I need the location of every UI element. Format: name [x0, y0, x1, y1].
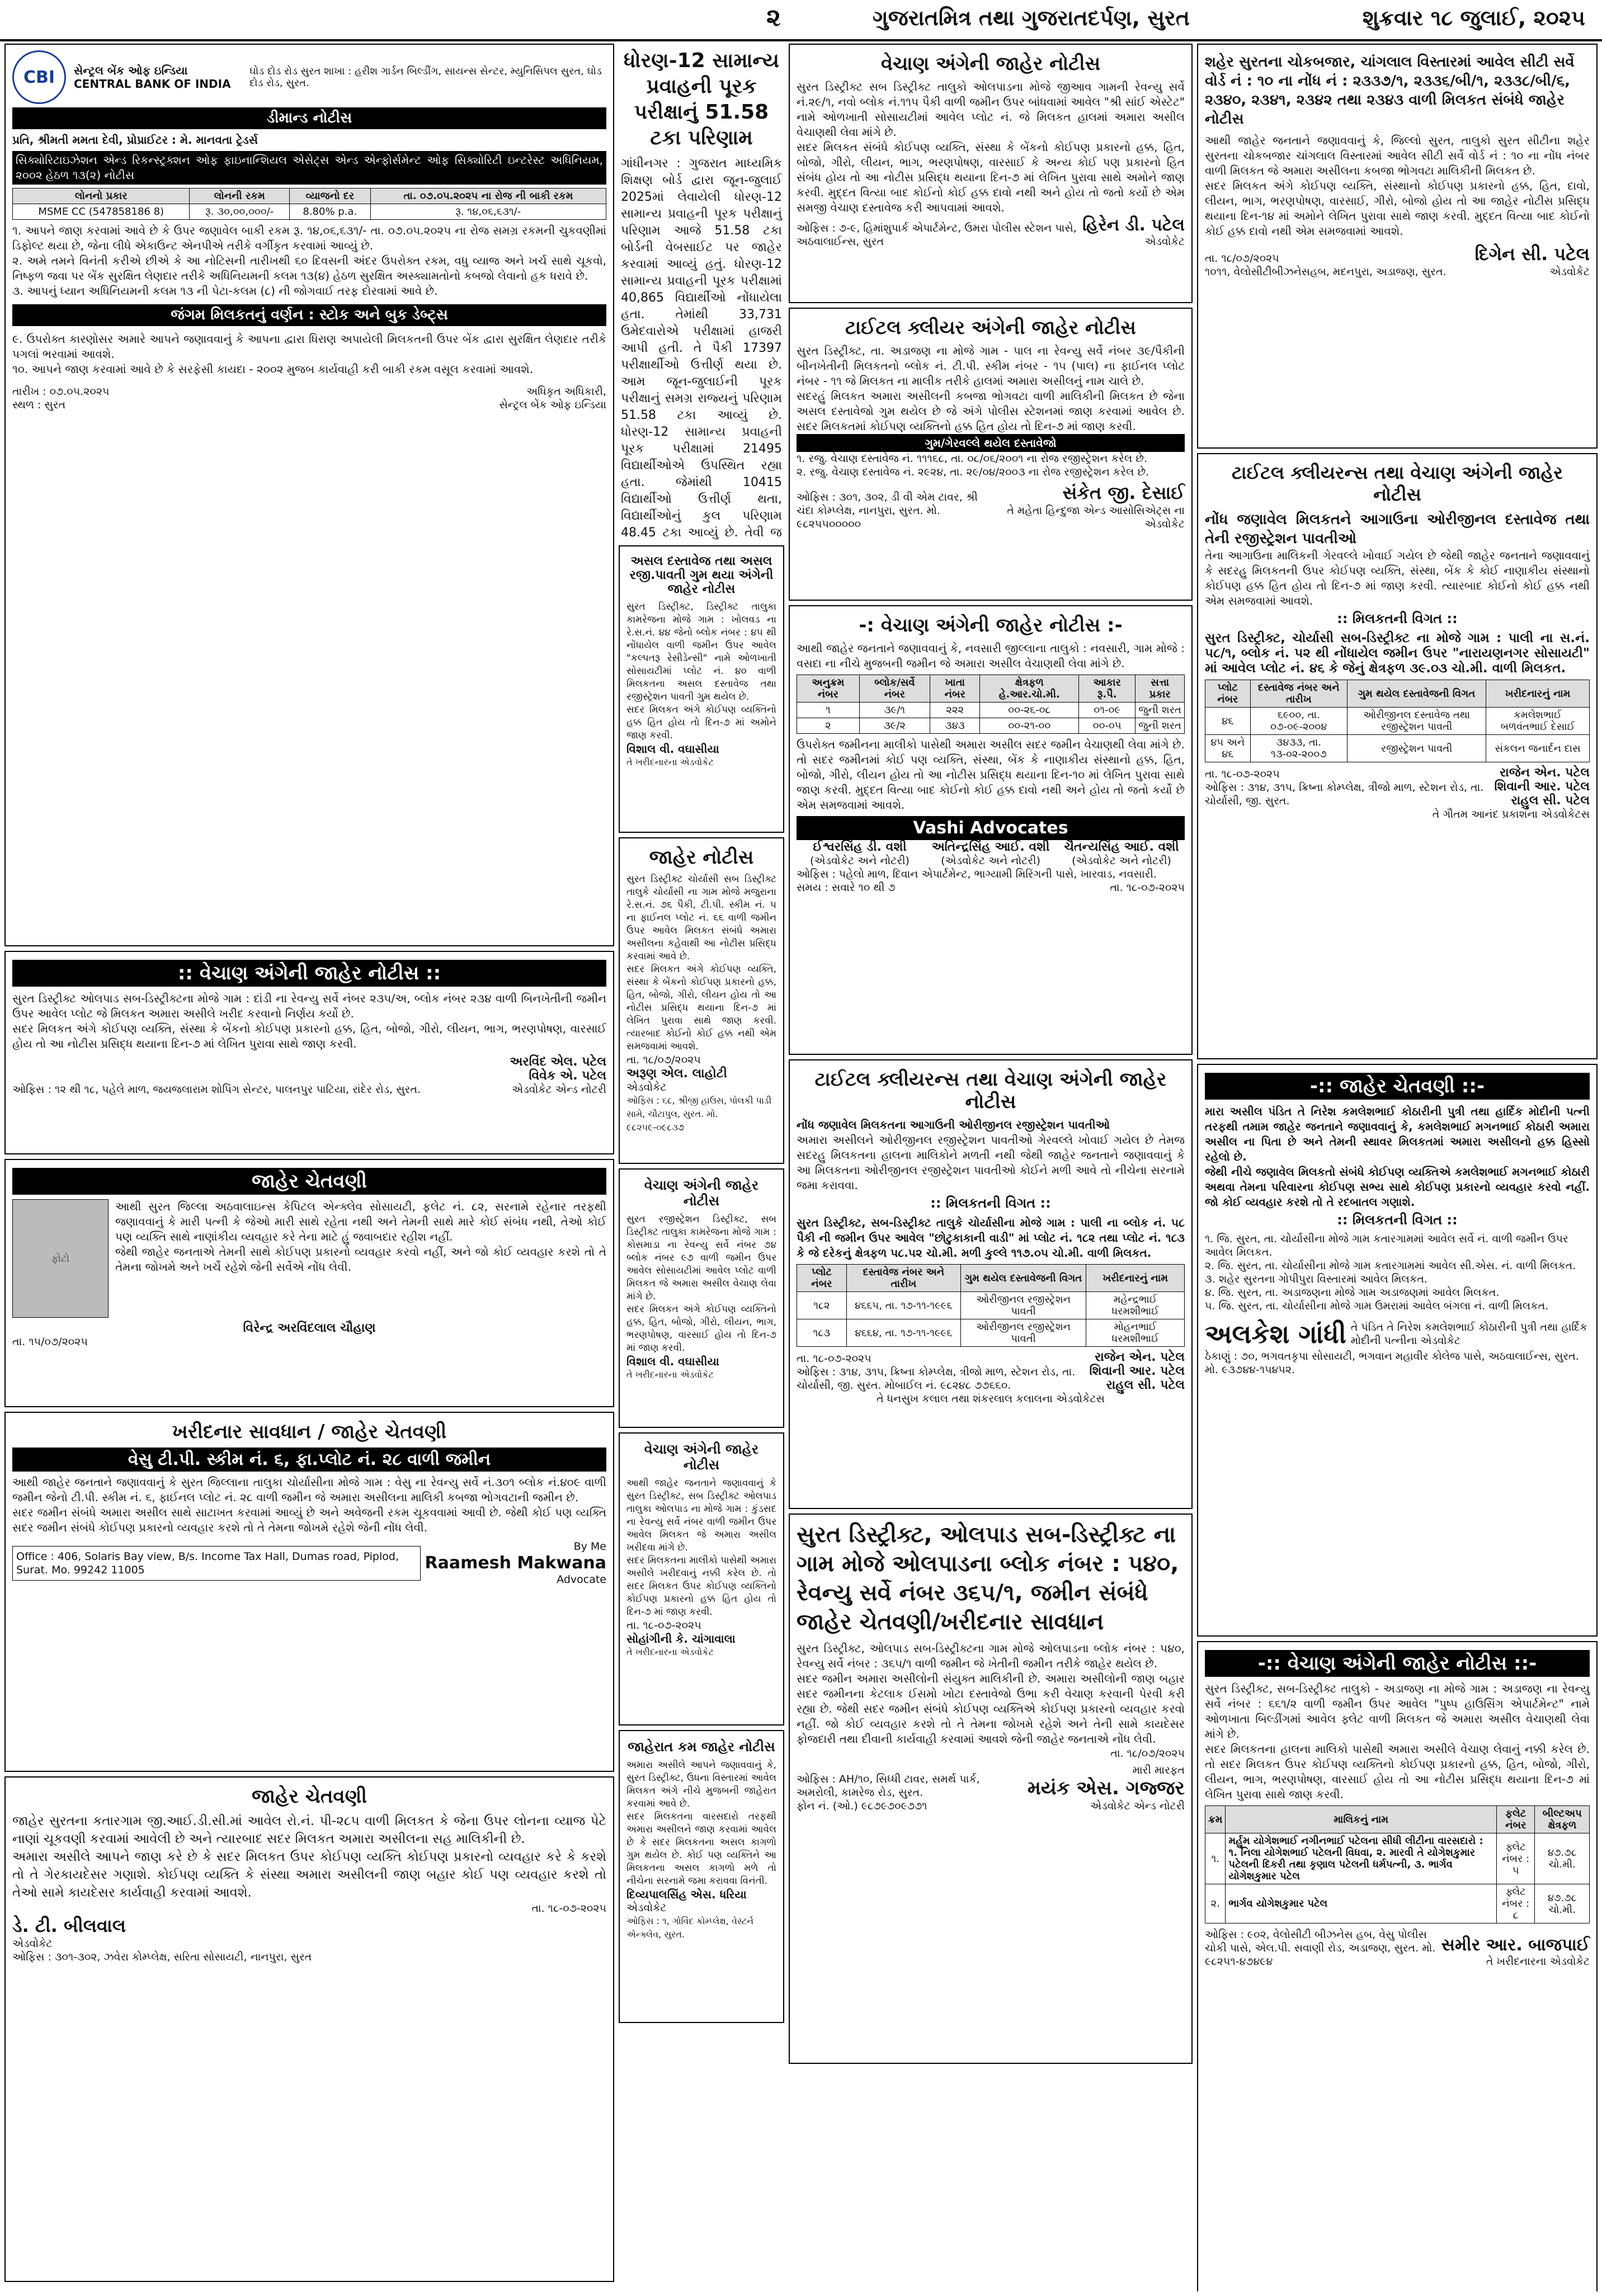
advocate-3-role: (એડવોકેટ અને નોટરી): [1072, 855, 1171, 867]
property-detail: સુરત ડિસ્ટ્રીક્ટ, ચોર્યાસી સબ-ડિસ્ટ્રીક્ટ ના મોજે ગામ : પાલી ના સ.નં. ૫૮/૧, બ્લોક નં. ૫૨ થી નોંધાયેલ જમીન ઉપર "નારાયણનગર સોસાયટી" માં આવેલ પ્લોટ નં. ૪૬ કે જેનું ક્ષેત્રફળ ૩૯.૦૩ ચો.મી. વાળી મિલકત.: [1205, 631, 1590, 676]
cbi-header: [12, 50, 606, 104]
property-title: :: મિલકતની વિગત ::: [1337, 611, 1458, 626]
cbi-demand-notice: [4, 44, 614, 946]
notice-subtitle: વેસુ ટી.પી. સ્કીમ નં. ૬, ફા.પ્લોટ નં. ૨૮ વાળી જમીન: [12, 1448, 606, 1472]
notice-title: -:: જાહેર ચેતવણી ::-: [1205, 1073, 1590, 1100]
notice-body: અમારા અસીલે આપને જણાવવાનું કે, સુરત ડિસ્ટ્રીક્ટ, ઉધના વિસ્તારમાં આવેલ મિલકત અંગે નીચે મુજબની જાહેરાત કરવામાં આવે છે. સદર મિલકતના વારસદારો તરફથી અમારા અસીલને જાણ કરવામાં આવેલ છે કે સદર મિલકતના અસલ કાગળો ગુમ થયેલ છે. કોઈ પણ વ્યક્તિને આ મિલકતના અસલ કાગળો મળે તો નીચેના સરનામે જમા કરાવવા વિનંતી.: [626, 1760, 776, 1887]
advocate-role: તે મહેતા હિન્દુજા એન્ડ આસોસિએટ્સ ના એડવોકેટ: [1007, 505, 1185, 530]
stock-body: ૯. ઉપરોક્ત કારણોસર અમારે આપને જણાવવાનું કે આપના દ્વારા ધિરાણ અપાયેલી મિલકતની ઉપર બેંક દ્વારા સુરક્ષિત લેણદાર તરીકે પગલાં ભરવામાં આવશે. ૧૦. આપને જાણ કરવામાં આવે છે કે સરફેસી કાયદા - ૨૦૦૨ મુજબ કાર્યવાહી કરી બાકી રકમ વસૂલ કરવામાં આવશે.: [12, 332, 606, 376]
notice-body: આથી જાહેર જનતાને જણાવવાનું કે, જિલ્લો સુરત, તાલુકો સુરત સીટીના શહેર સુરતના ચોકબજાર ચાંગલાલ વિસ્તારમાં આવેલ સીટી સર્વે વોર્ડ નં : ૧૦ ના નોંધ નંબર વાળી મિલકત જે અમારા અસીલના કબજા ભોગવટા માલિકીની મિલકત છે. સદર મિલકત અંગે કોઈપણ વ્યક્તિ, સંસ્થાનો કોઈપણ પ્રકારનો હક્ક, હિત, દાવો, લીયન, ભાગ, ભરણપોષણ, વારસાઈ, ગીરો, બોજો હોય તો આ જાહેર નોટીસ પ્રસિદ્ધ થયાના દિન-૧૪ માં અમોને લેખિત પુરાવા સાથે જાણ કરવી. મુદ્દત વિત્યા બાદ કોઈનો કોઈ હક્ક દાવો નથી એમ સમજવામાં આવશે.: [1205, 134, 1590, 238]
property-title: :: મિલકતની વિગત ::: [1337, 1212, 1458, 1228]
office-address: ઓફિસ : ૭-૯, હિમાંશુપાર્ક એપાર્ટમેન્ટ, ઉમરા પોલીસ સ્ટેશન પાસે, અઠવાલાઈન્સ, સુરત: [797, 222, 1077, 248]
notice-signer: અધિકૃત અધિકારી, સેન્ટ્રલ બેંક ઓફ ઇન્ડિયા: [499, 385, 606, 411]
bank-address: ઘોડ દોડ રોડ સુરત શાખા : હરીશ ગાર્ડન બિલ્ડીંગ, સાયન્સ સેન્ટર, મ્યુનિસિપલ સુરત, ઘોડ દોડ રોડ, સુરત.: [249, 65, 602, 89]
table-row: ૧૮૨ ૪૬૬૫, તા. ૧૭-૧૧-૧૯૯૬ ઓરીજીનલ રજીસ્ટ્રેશન પાવતી મહેન્દ્રભાઈ ધરમશીભાઈ: [797, 1292, 1185, 1319]
notice-date: તા. ૧૮-૦૭-૨૦૨૫: [626, 1619, 701, 1632]
advocate-name: દિવ્યપાલસિંહ એસ. ધરિયા: [626, 1888, 747, 1901]
issue-date: શુક્રવાર ૧૮ જુલાઈ, ૨૦૨૫: [1362, 6, 1585, 30]
property-title: :: મિલકતની વિગત ::: [930, 1195, 1051, 1211]
advocate-role: એડવોકેટ: [626, 1902, 667, 1914]
table-row: ૨ ૩૯/૨ ૩૪૩ ૦૦-૨૧-૦૦ ૦૦-૦૫ જુની શરત: [797, 718, 1185, 734]
notice-date: તા. ૧૮/૦૭/૨૦૨૫: [1205, 252, 1279, 265]
article-body: ગાંધીનગર : ગુજરાત માધ્યમિક શિક્ષણ બોર્ડ દ્વારા જૂન-જુલાઈ 2025માં લેવાયેલી ધોરણ-12 સામાન્ય પ્રવાહની પૂરક પરીક્ષાનું પરિણામ આજે 51.58 ટકા બોર્ડની વેબસાઈટ પર જાહેર કરવામાં આવ્યું હતું. ધોરણ-12 સામાન્ય પ્રવાહની પૂરક પરીક્ષામાં 40,865 વિદ્યાર્થીઓ નોંધાયેલા હતા. તેમાંથી 33,731 ઉમેદવારોએ પરીક્ષામાં હાજરી આપી હતી. તે પૈકી 17397 પરીક્ષાર્થીઓ ઉત્તીર્ણ થયા છે. આમ જૂન-જુલાઈની પૂરક પરીક્ષાનું સમગ્ર રાજ્યનું પરિણામ 51.58 ટકા આવ્યું છે. ધોરણ-12 સામાન્ય પ્રવાહની પૂરક પરીક્ષામાં 21495 વિદ્યાર્થીઓએ ઉપસ્થિત રહ્યા હતા. જેમાંથી 10415 વિદ્યાર્થીઓ ઉત્તીર્ણ થતા, વિદ્યાર્થીઓનું કુલ પરિણામ 48.45 ટકા આવ્યું છે. તેવી જ: [621, 157, 782, 540]
notice-subtitle: નોંધ જણાવેલ મિલકતને આગાઉના ઓરીજીનલ દસ્તાવેજ તથા તેની રજીસ્ટ્રેશન પાવતીઓ: [1205, 511, 1590, 547]
table-row: ૪૫ અને ૪૬ ૩૪૩૩, તા. ૧૩-૦૨-૨૦૦૭ રજીસ્ટ્રેશન પાવતી સંકલન જનાર્દન દાસ: [1205, 735, 1590, 762]
notice-title: જાહેર ચેતવણી: [252, 1785, 367, 1808]
advocate-2-role: (એડવોકેટ અને નોટરી): [941, 855, 1040, 867]
notice-date: તા. ૧૮/૦૭/૨૦૨૫: [626, 1054, 701, 1066]
table-row: ૧. મર્હુમ યોગેશભાઈ નગીનભાઈ પટેલના સીધી લીટીના વારસદારો : ૧. નિલા યોગેશભાઈ પટેલની વિધવા, ૨. મારવી તે યોગેશકુમાર પટેલની દિકરી તથા કૃણાલ પટેલની ધર્મપત્ની, ૩. ભાર્ગવ યોગેશકુમાર પટેલ ફ્લેટ નંબર : ૫ ૪૭.૭૮ ચો.મી.: [1205, 1833, 1590, 1884]
office-address: ઓફિસ : ૧૨ થી ૧૮, પહેલે માળ, જયજલારામ શોપિંગ સેન્ટર, પાલનપુર પાટિયા, રાંદેર રોડ, સુરત.: [12, 1083, 421, 1096]
advocate-name: સંકેત જી. દેસાઈ: [1062, 482, 1185, 503]
stock-title: જંગમ મિલકતનું વર્ણન : સ્ટોક અને બુક ડેબ્ટ્સ: [12, 304, 606, 326]
newspaper-name: ગુજરાતમિત્ર તથા ગુજરાતદર્પણ, સુરત: [873, 6, 1190, 30]
doc-row-1: ૧. રજુ. વેચાણ દસ્તાવેજ નં. ૧૧૧૬૮, તા. ૦૮/૦૬/૨૦૦૧ ના રોજ રજીસ્ટ્રેશન કરેલ છે.: [797, 452, 1147, 465]
office-address: Office : 406, Solaris Bay view, B/s. Income Tax Hall, Dumas road, Piplod, Surat. Mo. 99242 11005: [12, 1546, 421, 1581]
signer-date: તા. ૧૫/૦૭/૨૦૨૫: [12, 1336, 88, 1348]
advocate-1: ઈશ્વરસિંહ ડી. વશી: [813, 840, 907, 854]
notice-title: વેચાણ અંગેની જાહેર નોટીસ: [644, 1441, 759, 1473]
docs-table: પ્લોટ નંબર દસ્તાવેજ નંબર અને તારીખ ગુમ થયેલ દસ્તાવેજની વિગત ખરીદનારનું નામ ૪૬ ૬૯૦૦, તા. ૦૭-૦૯-૨૦૦૪ ઓરીજીનલ દસ્તાવેજ તથા રજીસ્ટ્રેશન પાવતી કમલેશભાઈ બળવંતભાઈ દેસાઈ ૪૫ અને ૪૬ ૩૪૩૩, તા. ૧૩-૦૨-૨૦૦૭ રજીસ્ટ્રેશન પાવતી સંકલન જનાર્દન દાસ: [1205, 680, 1590, 762]
notice-body: ૧. આપને જાણ કરવામાં આવે છે કે ઉપર જણાવેલ બાકી રકમ રૂ. ૧૪,૦૬,૬૩૧/- તા. ૦૭.૦૫.૨૦૨૫ ના રોજ સમગ્ર રકમની ચુકવણીમાં ડિફોલ્ટ થયા છે, જેના લીધે એકાઉન્ટ એનપીએ તરીકે વર્ગીકૃત કરવામાં આવ્યું છે. ૨. અમે તમને વિનંતી કરીએ છીએ કે આ નોટિસની તારીખથી ૬૦ દિવસની અંદર ઉપરોક્ત રકમ, વધુ વ્યાજ અને ખર્ચ સાથે ચૂકવો, નિષ્ફળ જવા પર બેંક સુરક્ષિત લેણદાર તરીકે અધિનિયમની કલમ ૧૩(૪) હેઠળ સુરક્ષિત અસ્ક્યામતોનો કબજો લેવાનો હક ધરાવે છે. ૩. આપનું ધ્યાન અધિનિયમની કલમ ૧૩ ની પેટા-કલમ (૮) ની જોગવાઈ તરફ દોરવામાં આવે છે.: [12, 224, 606, 298]
office-time: સમય : સવારે ૧૦ થી ૭: [797, 881, 896, 894]
office-phone: ફોન નં. (ઓ.) ૯૮૭૯૭૦૯૭૭૧: [797, 1800, 927, 1812]
notice-date: તા. ૧૮/૦૭/૨૦૨૫: [1110, 1747, 1185, 1760]
notice-title: ખરીદનાર સાવધાન / જાહેર ચેતવણી: [172, 1421, 447, 1443]
notice-body: તેના આગાઉના માલિકની ગેરવલ્લે ખોવાઈ ગયેલ છે જેથી જાહેર જનતાને જણાવવાનું કે સદરહુ મિલકતની ઉપર કોઈપણ વ્યક્તિ, સંસ્થા, બેંક કે કોઈ નાણાકીય સંસ્થાનો કોઈપણ હક્ક હિત હોય તો દિન-૭ માં જાણ કરવી. ત્યારબાદ કોઈનો કોઈ હક્ક નથી એમ સમજવામાં આવશે.: [1205, 549, 1590, 607]
notice-body: મારા અસીલ પંડિત તે નિરેશ કમલેશભાઈ કોઠારીની પુત્રી તથા હાર્દિક મોદીની પત્ની તરફથી તમામ જાહેર જનતાને જણાવવાનું કે, કમલેશભાઈ મગનભાઈ કોઠારી અમારા અસીલ ના પિતા છે અને તેમની સ્થાવર મિલકતમાં અમારા અસીલનો હક્ક હિસ્સો રહેલો છે. જેથી નીચે જણાવેલ મિલકતો સંબંધે કોઈપણ વ્યક્તિએ કમલેશભાઈ મગનભાઈ કોઠારી અથવા તેમના પરિવારના કોઈપણ સભ્ય સાથે કોઈપણ પ્રકારનો વ્યવહાર કરવો નહીં. જો કોઈ વ્યવહાર કરશે તો તે રદબાતલ ગણાશે.: [1205, 1105, 1590, 1209]
office-address: ઓફિસ : ૯૦૨, વેલોસીટી બીઝનેસ હબ, વેસુ પોલીસ ચોકી પાસે, એલ.પી. સવાણી રોડ, અડાજણ, સુરત. મો. ૯૮૨૫૧-૪૭૪૯૪: [1205, 1929, 1436, 1968]
advocate-name: અરવિંદ એલ. પટેલ: [510, 1055, 606, 1069]
article-headline: ધોરણ-12 સામાન્ય પ્રવાહની પૂરક પરીક્ષાનું 51.58 ટકા પરિણામ: [624, 49, 779, 149]
notice-place: સ્થળ : સુરત: [12, 399, 66, 411]
table-row: ૧ ૩૯/૧ ૨૨૨ ૦૦-૨૬-૦૮ ૦૧-૦૯ જુની શરત: [797, 703, 1185, 718]
advocate-role: તે ખરીદનારના એડવોકેટ: [626, 757, 714, 767]
advocate-role: તે ખરીદનારના એડવોકેટ: [1486, 1955, 1590, 1968]
advocate-2: શિવાની આર. પટેલ: [1494, 780, 1590, 794]
advocate-2: શિવાની આર. પટેલ: [1089, 1364, 1185, 1378]
office-address: ઓફિસ : ૩૧૪, ૩૧૫, ક્રિષ્ના કોમ્પ્લેક્ષ, ત્રીજો માળ, સ્ટેશન રોડ, તા. ચોર્યાસી, જી. સુરત. મોબાઈલ નં. ૯૮૨૪૮ ૭૭૬૬૦.: [797, 1366, 1076, 1392]
advocate-role: એડવોકેટ: [626, 1081, 667, 1093]
notice-title: ટાઈટલ ક્લીયર અંગેની જાહેર નોટીસ: [845, 317, 1136, 339]
notice-title: ડીમાન્ડ નોટીસ: [12, 107, 606, 129]
signer-prefix: મારી મારફત: [1132, 1764, 1185, 1776]
column-2-stack: [619, 545, 784, 2292]
notice-body: આથી જાહેર જનતાને જણાવવાનું કે, નવસારી જીલ્લાના તાલુકો : નવસારી, ગામ મોજે : વસદા ના નીચે મુજબની જમીન જે અમારા અસીલ વેચાણથી લેવા માંગે છે.: [797, 642, 1185, 670]
office-address: ઓફિસ : ૧, ગોવિંદ કોમ્પ્લેક્ષ, વેસ્ટર્ન એન્ક્લેવ, સુરત.: [626, 1916, 754, 1940]
sale-notice-jiav: [789, 44, 1193, 303]
table-row: ૧૮૩ ૪૬૬૪, તા. ૧૭-૧૧-૧૯૯૬ ઓરીજીનલ રજીસ્ટ્રેશન પાવતી મોહનભાઈ ધરમશીભાઈ: [797, 1319, 1185, 1347]
firm-name: Vashi Advocates: [797, 816, 1185, 840]
property-1: ૧. જિ. સુરત, તા. ચોર્યાસીના મોજે ગામ કતારગામમાં આવેલ સર્વે નં. વાળી જમીન ઉપર આવેલ મિલકત.: [1205, 1233, 1568, 1258]
advocate-name: Raamesh Makwana: [425, 1553, 606, 1573]
advocate-role: એડવોકેટ એન્ડ નોટરી: [512, 1083, 606, 1096]
notice-title: વેચાણ અંગેની જાહેર નોટીસ: [644, 1177, 759, 1209]
property-2: ૨. જિ. સુરત, તા. ચોર્યાસીના મોજે ગામ કતારગામમાં આવેલ સી.એસ. નં. વાળી મિલકત.: [1205, 1260, 1576, 1272]
office-address: ઠેકાણું : ૭૦, ભગવતકૃપા સોસાયટી, ભગવાન મહાવીર કોલેજ પાસે, અઠવાલાઈન્સ, સુરત. મો. ૯૩૭૪૪-૧૫૪૫૨.: [1205, 1350, 1579, 1376]
buyer-beware-olpad: [789, 1514, 1193, 2064]
advocate-3: ચૈતન્યસિંહ આઈ. વશી: [1064, 840, 1179, 854]
office-address: ઓફિસ : AH/૧૦, સિધ્ધી ટાવર, સમર્થ પાર્ક, અમરોલી, કામરેજ રોડ, સુરત.: [797, 1773, 980, 1799]
advocate-name: વિશાલ વી. વઘાસીયા: [626, 1355, 719, 1368]
advocate-name: મયંક એસ. ગજ્જર: [1027, 1777, 1185, 1799]
docs-table: પ્લોટ નંબર દસ્તાવેજ નંબર અને તારીખ ગુમ થયેલ દસ્તાવેજની વિગત ખરીદનારનું નામ ૧૮૨ ૪૬૬૫, તા. ૧૭-૧૧-૧૯૯૬ ઓરીજીનલ રજીસ્ટ્રેશન પાવતી મહેન્દ્રભાઈ ધરમશીભાઈ ૧૮૩ ૪૬૬૪, તા. ૧૭-૧૧-૧૯૯૬ ઓરીજીનલ રજીસ્ટ્રેશન પાવતી મોહનભાઈ ધરમશીભાઈ: [797, 1264, 1185, 1347]
advocate-3: રાહુલ સી. પટેલ: [1106, 1378, 1185, 1392]
signer-prefix: By Me: [573, 1540, 606, 1553]
notice-to: પ્રતિ, શ્રીમતી મમતા દેવી, પ્રોપ્રાઈટર : મે. માનવતા ટ્રેડર્સ: [12, 133, 258, 147]
advocate-name: દિગેન સી. પટેલ: [1474, 243, 1590, 265]
notice-title: જાહેર નોટીસ: [649, 846, 754, 869]
notice-date: તા. ૧૮-૦૭-૨૦૨૫: [1205, 768, 1280, 780]
office-address: ઓફિસ : પહેલો માળ, દિવાન એપાર્ટમેન્ટ, ભાગ્યામી મિરિંગની પાસે, ખારવાડ, નવસારી.: [797, 868, 1157, 880]
page-number: ૨: [766, 3, 781, 32]
buyer-beware-vesu: [4, 1412, 614, 1772]
advocate-name: સમીર આર. બાજપાઈ: [1441, 1935, 1590, 1955]
notice-body: સુરત ડિસ્ટ્રીક્ટ સબ ડિસ્ટ્રીક્ટ તાલુકો ઓલપાડના મોજે જીઆવ ગામની રેવન્યુ સર્વે નં.૨૯/૧, નવો બ્લોક નં.૧૧૫ પૈકી વાળી જમીન ઉપર બાંધવામાં આવેલ "શ્રી સાંઈ એસ્ટેટ" નામે ઓળખાતી સોસાયટીમાં આવેલ પ્લોટ નં. જે મિલકત હાલમાં અમારા અસીલ વેચાણથી લેવા માંગે છે. સદર મિલકત સંબંધે કોઈપણ વ્યક્તિ, સંસ્થા કે બેંકનો કોઈપણ પ્રકારનો હક્ક, હિત, બોજો, ગીરો, લીયન, ભાગ, ભરણપોષણ, વારસાઈ કે અન્ય કોઈ પણ પ્રકારનો હિત સંબંધ હોય તો આ નોટીસ પ્રસિદ્ધ થયાના દિન-૭ માં લેખિત પુરાવા સાથે અમોને જાણ કરવી. મુદ્દત વિત્યા બાદ કોઈનો કોઈ હક્ક દાવો નથી અને હોય તો જતો કર્યો છે એમ સમજી વેચાણ દસ્તાવેજ કરી આપવામાં આવશે.: [797, 80, 1185, 214]
public-notice-chowkbazar: [1197, 44, 1598, 449]
notice-title: સુરત ડિસ્ટ્રીક્ટ, ઓલપાડ સબ-ડિસ્ટ્રીક્ટ ના ગામ મોજે ઓલપાડના બ્લોક નંબર : ૫૪૦, રેવન્યુ સર્વે નંબર ૩૬૫/૧, જમીન સંબંધે જાહેર ચેતવણી/ખરીદનાર સાવધાન: [797, 1522, 1179, 1635]
property-detail: સુરત ડિસ્ટ્રીક્ટ, સબ-ડિસ્ટ્રીક્ટ તાલુકે ચોર્યાસીના મોજે ગામ : પાલી ના બ્લોક નં. ૫૮ પૈકી ની જમીન ઉપર આવેલ "છોટુકાકાની વાડી" માં પ્લોટ નં. ૧૮૨ તથા પ્લોટ નં. ૧૮૩ કે જે દરેકનું ક્ષેત્રફળ ૫૮.૫૨ ચો.મી. મળી કુલ્લે ૧૧૭.૦૫ ચો.મી. વાળી મિલકત.: [797, 1216, 1185, 1260]
advocate-role: તે પંડિત તે નિરેશ કમલેશભાઈ કોઠારીની પુત્રી તથા હાર્દિક મોદીની પત્નીના એડવોકેટ: [1350, 1321, 1587, 1347]
lost-docs-notice-kholvad: [619, 545, 784, 833]
public-warning-kothari: [1197, 1064, 1598, 1637]
doc-row-2: ૨. રજુ. વેચાણ દસ્તાવેજ નં. ૨૯૨૪, તા. ૨૯/૦૪/૨૦૦૩ ના રોજ રજીસ્ટ્રેશન કરેલ છે.: [797, 466, 1149, 478]
advocate-role: તે ખરીદનારના એડવોકેટ: [626, 1647, 714, 1657]
notice-date: તા. ૧૮-૦૭-૨૦૨૫: [1110, 881, 1185, 894]
notice-date: તા. ૧૮-૦૭-૨૦૨૫: [531, 1902, 606, 1915]
notice-title: ટાઈટલ ક્લીયરન્સ તથા વેચાણ અંગેની જાહેર નોટીસ: [814, 1068, 1167, 1113]
notice-body: સુરત ડિસ્ટ્રીક્ટ, તા. અડાજણ ના મોજે ગામ - પાલ ના રેવન્યુ સર્વે નંબર ૩૯/પૈકીની બીનખેતીની મિલકતનો બ્લોક નં. ટી.પી. સ્કીમ નંબર - ૧૫ (પાલ) ના ફાઈનલ પ્લોટ નંબર - ૧૧ જે મિલકત ના માલીક તરીકે હાલમાં અમારા અસીલનું નામ ચાલે છે. સદરહું મિલકત અમારા અસીલની કબજા ભોગવટા વાળી માલિકીની મિલકત છે જેના અસલ દસ્તાવેજો ગુમ થયેલ છે જે અંગે પોલીસ સ્ટેશનમાં જાણ કરવામાં આવેલ છે. સદર મિલકતમાં કોઈપણ વ્યક્તિનો હક્ક હિત હોય તો દિન-૭ માં જાણ કરવી.: [797, 344, 1185, 433]
sale-notice-kosmada: [619, 1168, 784, 1428]
table-row: ૪૬ ૬૯૦૦, તા. ૦૭-૦૯-૨૦૦૪ ઓરીજીનલ દસ્તાવેજ તથા રજીસ્ટ્રેશન પાવતી કમલેશભાઈ બળવંતભાઈ દેસાઈ: [1205, 708, 1590, 735]
notice-title: -:: વેચાણ અંગેની જાહેર નોટીસ ::-: [1205, 1650, 1590, 1677]
notice-body: સુરત રજીસ્ટ્રેશન ડિસ્ટ્રીક્ટ, સબ ડિસ્ટ્રીક્ટ તાલુકા કામરેજના મોજે ગામ : કોસમાડા ના રેવન્યુ સર્વે નંબર ૭૪ બ્લોક નંબર ૯૭ વાળી જમીન ઉપર આવેલ સોસાયટીમાં આવેલ પ્લોટ વાળી મિલકત જે અમારા અસીલ વેચાણ લેવા માંગે છે. સદર મિલકત અંગે કોઈપણ વ્યક્તિનો હક્ક, હિત, બોજો, ગીરો, લીયન, ભાગ, ભરણપોષણ, વારસાઈ હોય તો દિન-૭ માં જાણ કરવી.: [626, 1214, 776, 1354]
notice-title: -: વેચાણ અંગેની જાહેર નોટીસ :-: [859, 614, 1123, 637]
notice-title: વેચાણ અંગેની જાહેર નોટીસ: [880, 53, 1101, 75]
signer-name: વિરેન્દ્ર અરવિંદલાલ ચૌહાણ: [243, 1321, 376, 1335]
table-row: ૨. ભાર્ગવ યોગેશકુમાર પટેલ ફ્લેટ નંબર : ૮ ૪૭.૭૮ ચો.મી.: [1205, 1884, 1590, 1923]
title-clear-notice-pal: [789, 308, 1193, 601]
advocate-role: તે ધનસુખ કલાલ તથા શંકરલાલ કલાલના એડવોકેટસ: [877, 1393, 1105, 1405]
notice-date: તારીખ : ૦૭.૦૫.૨૦૨૫: [12, 385, 110, 398]
public-warning-katargam: [4, 1776, 614, 2282]
advocate-1: રાજેન એન. પટેલ: [1095, 1350, 1185, 1364]
advocate-name: અરૂણ એલ. લાહોટી: [626, 1067, 727, 1081]
advocate-role: તે ખરીદનારના એડવોકેટ: [626, 1369, 714, 1380]
loan-table: લોનનો પ્રકાર લોનની રકમ વ્યાજનો દર તા. ૦૭.૦૫.૨૦૨૫ ના રોજ ની બાકી રકમ MSME CC (547858186 8) રૂ. ૩૦,૦૦,૦૦૦/- 8.80% p.a. રૂ. ૧૪,૦૬,૬૩૧/-: [12, 188, 606, 220]
notice-body: આથી જાહેર જનતાને જણાવવાનું કે સુરત જિલ્લાના તાલુકા ચોર્યાસીના મોજે ગામ : વેસુ ના રેવન્યુ સર્વે નં.૩૦૧ બ્લોક નં.૪૦૯ વાળી જમીન જેનો ટી.પી. સ્કીમ નં. ૬, ફાઈનલ પ્લોટ નં. ૨૮ વાળી જમીન જે અમારા અસીલના માલિકી કબજા ભોગવટાની જમીન છે. સદર જમીન સંબંધે અમારા અસીલ સાથે સાટાખત કરવામાં આવ્યું છે અને અવેજની રકમ ચૂકવવામાં આવી છે. જેથી કોઈ પણ વ્યક્તિ સદર જમીન સંબંધે કોઈપણ પ્રકારનો વ્યવહાર કરશે તો તે તેમના જોખમે રહેશે જેની નોંધ લેવી.: [12, 1475, 606, 1534]
advocate-2: અતિન્દ્રસિંહ આઈ. વશી: [931, 840, 1050, 854]
owners-table: ક્રમ માલિકનું નામ ફલેટ નંબર બીલ્ટઅપ ક્ષેત્રફળ ૧. મર્હુમ યોગેશભાઈ નગીનભાઈ પટેલના સીધી લીટીના વારસદારો : ૧. નિલા યોગેશભાઈ પટેલની વિધવા, ૨. મારવી તે યોગેશકુમાર પટેલની દિકરી તથા કૃણાલ પટેલની ધર્મપત્ની, ૩. ભાર્ગવ યોગેશકુમાર પટેલ ફ્લેટ નંબર : ૫ ૪૭.૭૮ ચો.મી. ૨. ભાર્ગવ યોગેશકુમાર પટેલ ફ્લેટ નંબર : ૮ ૪૭.૭૮ ચો.મી.: [1205, 1805, 1590, 1923]
notice-title: જાહેરાત કમ જાહેર નોટીસ: [628, 1739, 775, 1755]
advocate-name: સોહાંગીની કે. ચાંગાવાલા: [626, 1632, 736, 1646]
title-clearance-notice-narayannagar: [1197, 453, 1598, 1059]
notice-title: અસલ દસ્તાવેજ તથા અસલ રજી.પાવતી ગુમ થયા અંગેની જાહેર નોટીસ: [629, 554, 774, 596]
office-address: ઓફિસ : ૬૮, શ્રીજી હાઉસ, પોલકી પાડી સામે, ચૌટાપુલ, સુરત. મો. ૯૮૨૫૯-૦૯૮૩૭: [626, 1095, 772, 1133]
notice-body: સુરત ડિસ્ટ્રીક્ટ, ડિસ્ટ્રીક્ટ તાલુકા કામરેજના મોજે ગામ : ખોલવડ ના રે.સ.નં. ૪૪ જેનો બ્લોક નંબર : ૪૫ થી નોંધાયેલ વાળી જમીન ઉપર આવેલ "કલ્પતરૂ રેસીડેન્સી" નામે ઓળખાતી સોસાયટીમાં પ્લોટ નં. ૪૦ વાળી મિલકતના અસલ દસ્તાવેજ તથા રજીસ્ટ્રેશન પાવતી ગુમ થયેલ છે. સદર મિલકત અંગે કોઈપણ વ્યક્તિનો હક્ક હિત હોય તો દિન-૭ માં અમોને જાણ કરવી.: [626, 601, 776, 741]
advocate-1: રાજેન એન. પટેલ: [1500, 766, 1590, 780]
column-4: [1197, 44, 1598, 2292]
land-table: અનુક્રમ નંબર બ્લોક/સર્વે નંબર ખાતા નંબર ક્ષેત્રફળ હે.આર.ચો.મી. આકાર રૂ.પૈ. સત્તા પ્રકાર ૧ ૩૯/૧ ૨૨૨ ૦૦-૨૬-૦૮ ૦૧-૦૯ જુની શરત ૨ ૩૯/૨ ૩૪૩ ૦૦-૨૧-૦૦ ૦૦-૦૫ જુની શરત: [797, 675, 1185, 734]
notice-body: અમારા અસીલને ઓરીજીનલ રજીસ્ટ્રેશન પાવતીઓ ગેરવલ્લે ખોવાઈ ગયેલ છે તેમજ સદરહુ મિલકતના હાલના માલિકોને મળતી નથી જેથી જાહેર જનતાને જણાવવાનું કે આ મિલકતના ઓરીજીનલ રજીસ્ટ્રેશન પાવતીઓ કોઈને મળી આવે તો નીચેના સરનામે જમા કરાવવા.: [797, 1133, 1185, 1192]
notice-title: શહેર સુરતના ચોકબજાર, ચાંગલાલ વિસ્તારમાં આવેલ સીટી સર્વે વોર્ડ નં : ૧૦ ના નોંધ નં : ૨૩૩૭/૧, ૨૩૩૬/બી/૧, ૨૩૩૮/બી/૬, ૨૩૪૦, ૨૩૪૧, ૨૩૪૨ તથા ૨૩૪૩ વાળી મિલકત સંબંધે જાહેર નોટીસ: [1205, 54, 1575, 128]
advocate-name: ડે. ટી. બીલવાલ: [12, 1915, 126, 1936]
property-4: ૪. જિ. સુરત, તા. અડાજણના મોજે ગામ અડાજણમાં આવેલ મિલકત.: [1205, 1286, 1500, 1299]
advocate-name-2: વિવેક એ. પટેલ: [529, 1069, 606, 1083]
sale-notice-adajan: [1197, 1641, 1598, 2292]
notice-body: આથી સુરત જિલ્લા અઠવાલાઇન્સ કેપિટલ એન્ક્લેવ સોસાયટી, ફલેટ નં. ૮૨, સરનામે રહેનાર તરફથી જણાવવાનું કે મારી પત્ની કે જેઓ મારી સાથે રહેતા નથી અને તેમની સાથે મારે કોઈ સંબંધ નથી, તેઓ કોઈ પણ વ્યક્તિ સાથે નાણાંકીય વ્યવહાર કરે તેના માટે હું જવાબદાર રહીશ નહીં. જેથી જાહેર જનતાએ તેમની સાથે કોઈપણ પ્રકારનો વ્યવહાર કરવો નહીં, અને જો કોઈ વ્યવહાર કરશે તો તે તેમના જોખમે અને ખર્ચે રહેશે જેની સર્વેએ નોંધ લેવી.: [115, 1200, 606, 1274]
notice-body: આથી જાહેર જનતાને જણાવવાનું કે સુરત ડિસ્ટ્રીક્ટ, સબ ડિસ્ટ્રીક્ટ ઓલપાડ તાલુકા ઓલપાડ ના મોજે ગામ : કુંડસદ ના રેવન્યુ સર્વે નંબર વાળી જમીન ઉપર આવેલ મિલકત જે અમારા અસીલ ખરીદવા માંગે છે. સદર મિલકતના માલીકો પાસેથી અમારા અસીલે ખરીદવાનું નક્કી કરેલ છે. તો સદર મિલકત ઉપર કોઈપણ વ્યક્તિનો કોઈપણ પ્રકારનો હક્ક હિત હોય તો દિન-૭ માં જાણ કરવી.: [626, 1478, 776, 1618]
sale-notice-kundsad: [619, 1432, 784, 1725]
advocate-1-role: (એડવોકેટ અને નોટરી): [810, 855, 910, 867]
title-clearance-notice-pali: [789, 1059, 1193, 1509]
notice-title: ટાઈટલ ક્લીયરન્સ તથા વેચાણ અંગેની જાહેર નોટીસ: [1232, 462, 1563, 505]
person-photo: ફોટો: [12, 1199, 109, 1318]
notice-body: જાહેર સુરતના કતારગામ જી.આઈ.ડી.સી.માં આવેલ રો.નં. પી-૨૮૫ વાળી મિલકત કે જેના ઉપર લોનના વ્યાજ પેટે નાણાં ચૂકવણી કરવામાં આવેલી છે અને ત્યારબાદ સદર મિલકત અમારા અસીલના સહ માલિકીની છે. અમારા અસીલે આપને જાણ કરે છે કે સદર મિલકત ઉપર કોઈપણ વ્યક્તિ કોઈપણ પ્રકારનો વ્યવહાર કરે કે કરશે તો તે ગેરકાયદેસર ગણાશે. કોઈપણ વ્યક્તિ કે સંસ્થા અમારા અસીલની જાણ બહાર કોઈ પણ વ્યવહાર કરશે તો તેઓ સામે કાયદેસર કાર્યવાહી કરવામાં આવશે.: [12, 1814, 606, 1900]
advocate-role: એડવોકેટ: [12, 1937, 53, 1950]
advocate-role: એડવોકેટ એન્ડ નોટરી: [1090, 1800, 1185, 1812]
column-1: [4, 44, 614, 2292]
office-address: ઓફિસ : ૩૧૪, ૩૧૫, ક્રિષ્ના કોમ્પ્લેક્ષ, ત્રીજો માળ, સ્ટેશન રોડ, તા. ચોર્યાસી, જી. સુરત.: [1205, 781, 1484, 807]
office-address: ઓફિસ : ૩૦૧-૩૦૨, ઝવેરા કોમ્પ્લેક્ષ, સરિતા સોસાયટી, નાનપુરા, સુરત: [12, 1951, 312, 1963]
notice-title: જાહેર ચેતવણી: [12, 1168, 606, 1195]
notice-body: સુરત ડિસ્ટ્રીક્ટ, ઓલપાડ સબ-ડિસ્ટ્રીક્ટના ગામ મોજે ઓલપાડના બ્લોક નંબર : ૫૪૦, રેવન્યુ સર્વે નંબર : ૩૬૫/૧ વાળી જમીન જે ખેતીની જમીન તરીકે જાહેર થયેલ છે. સદર જમીન અમારા અસીલોની સંયુક્ત માલિકીની છે. અમારા અસીલોની જાણ બહાર સદર જમીનના કેટલાક ઈસમો ખોટા દસ્તાવેજો ઉભા કરી વેચાણ કરવાની પેરવી કરી રહ્યા છે. જેથી સદર જમીન સંબંધે કોઈપણ વ્યક્તિએ કોઈપણ પ્રકારનો વ્યવહાર કરવો નહીં. જો કોઈ વ્યવહાર કરશે તો તે તેમના જોખમે રહેશે અને તેની સામે કાયદેસર ફોજદારી તથા દીવાની કાર્યવાહી કરવામાં આવશે જેની જાહેર જનતાએ નોંધ લેવી.: [797, 1642, 1185, 1746]
sale-notice-vasda: [789, 605, 1193, 1055]
property-3: ૩. શહેર સુરતના ગોપીપુરા વિસ્તારમાં આવેલ મિલકત.: [1205, 1273, 1427, 1285]
notice-body: સુરત ડિસ્ટ્રીક્ટ ચોર્યાસી સબ ડિસ્ટ્રીક્ટ તાલુકે ચોર્યાસી ના ગામ મોજે મજુરાના રે.સ.નં. ૭૬ પૈકી, ટી.પી. સ્કીમ નં. ૫ ના ફાઈનલ પ્લોટ નં. ૬૬ વાળી જમીન ઉપર આવેલ મિલકત સંબંધે અમારા અસીલના કહેવાથી આ નોટીસ પ્રસિદ્ધ કરવામાં આવે છે. સદર મિલકત અંગે કોઈપણ વ્યક્તિ, સંસ્થા કે બેંકનો કોઈપણ પ્રકારનો હક્ક, હિત, બોજો, ગીરો, લીયન હોય તો આ નોટીસ પ્રસિદ્ધ થયાના દિન-૭ માં લેખિત પુરાવા સાથે જાણ કરવી. ત્યારબાદ કોઈનો કોઈ હક્ક નથી એમ સમજવામાં આવશે.: [626, 874, 776, 1052]
notice-body-2: ઉપરોક્ત જમીનના માલીકો પાસેથી અમારા અસીલ સદર જમીન વેચાણથી લેવા માંગે છે. તો સદર જમીનમાં કોઈ પણ વ્યક્તિ, સંસ્થા, બેંક કે નાણાકીય સંસ્થાનો હક્ક, હિત, બોજો, ગીરો, લીયન હોય તો આ નોટીસ પ્રસિદ્ધ થયાના દિન-૧૦ માં લેખિત પુરાવા સાથે જાણ કરવી. મુદ્દત વિત્યા બાદ કોઈનો કોઈ હક્ક દાવો નથી અને હોય તો જતો કર્યો છે એમ સમજવામાં આવશે.: [797, 738, 1185, 812]
exam-result-article: [619, 44, 784, 540]
notice-body: સુરત ડિસ્ટ્રીક્ટ, સબ-ડિસ્ટ્રીક્ટ તાલુકો - અડાજણ ના મોજે ગામ : અડાજણ ના રેવન્યુ સર્વે નંબર : ૬૬૧/૨ વાળી જમીન ઉપર આવેલ "પુષ્પ હાઉસિંગ એપાર્ટમેન્ટ" નામે ઓળખાતા બિલ્ડીંગમાં આવેલ ફ્લેટ વાળી મિલકત જે અમારા અસીલ વેચાણથી લેવા માંગે છે. સદર મિલકતના હાલના માલિકો પાસેથી અમારા અસીલે વેચાણ લેવાનું નક્કી કરેલ છે. તો સદર મિલકત ઉપર કોઈપણ વ્યક્તિનો કોઈપણ પ્રકારનો હક્ક, હિત, બોજો, ગીરો, લીયન, ભાગ, ભરણપોષણ, વારસાઈ હોય તો આ નોટીસ પ્રસિદ્ધ થયાના દિન-૭ માં લેખિત પુરાવા સાથે જાણ કરવી.: [1205, 1682, 1590, 1801]
advocate-role: એડવોકેટ: [1144, 235, 1185, 248]
notice-subject: સિક્યોરિટાઇઝેશન એન્ડ રિકન્સ્ટ્રક્શન ઓફ ફાઇનાન્શિયલ એસેટ્સ એન્ડ એન્ફોર્સમેન્ટ ઓફ સિક્યોરિટી ઇન્ટરેસ્ટ અધિનિયમ, ૨૦૦૨ હેઠળ ૧૩(૨) નોટીસ: [12, 151, 606, 185]
advocate-role: એડવોકેટ: [1549, 266, 1590, 278]
advocate-name: વિશાલ વી. વઘાસીયા: [626, 742, 719, 756]
notice-body: સુરત ડિસ્ટ્રીક્ટ ઓલપાડ સબ-ડિસ્ટ્રીક્ટના મોજે ગામ : દાંડી ના રેવન્યુ સર્વે નંબર ૨૩૫/અ, બ્લોક નંબર ૨૩૪ વાળી બિનખેતીની જમીન ઉપર આવેલ પ્લોટ જે મિલકત અમારા અસીલે ખરીદ કરવાનો નિર્ણય કર્યો છે. સદર મિલકત અંગે કોઈપણ વ્યક્તિ, સંસ્થા કે બેંકનો કોઈપણ પ્રકારનો હક્ક, હિત, બોજો, ગીરો, લીયન, ભાગ, ભરણપોષણ, વારસાઈ હોય તો આ નોટીસ પ્રસિદ્ધ થયાના દિન-૭ માં લેખિત પુરાવા સાથે જાણ કરવી.: [12, 992, 606, 1050]
announcement-notice: [619, 1730, 784, 2023]
bank-logo-icon: CBI: [12, 50, 66, 104]
advocate-role: તે ગૌતમ આનંદ પ્રકાશના એડવોકેટસ: [1432, 808, 1590, 821]
notice-subtitle: નોંધ જણાવેલ મિલકતના આગાઉની ઓરીજીનલ રજીસ્ટ્રેશન પાવતીઓ: [797, 1118, 1110, 1132]
office-address: ૧૦૧૧, વેલોસીટીબીઝનેસહબ, મદનપુરા, અડાજણ, સુરત.: [1205, 266, 1446, 278]
public-notice-majura: [619, 837, 784, 1164]
notice-title: :: વેચાણ અંગેની જાહેર નોટીસ ::: [12, 960, 606, 987]
property-5: ૫. જિ. સુરત, તા. ચોર્યાસીના મોજે ગામ ઉમરામાં આવેલ બંગલા નં. વાળી મિલકત.: [1205, 1300, 1549, 1312]
advocate-name: હિરેન ડી. પટેલ: [1082, 215, 1185, 235]
public-warning-photo: [4, 1159, 614, 1407]
advocate-name: અલકેશ ગાંધી: [1205, 1319, 1346, 1349]
bank-name: સેન્ટ્રલ બેંક ઓફ ઇન્ડિયા CENTRAL BANK OF INDIA: [74, 64, 231, 91]
advocate-3: રાહુલ સી. પટેલ: [1511, 794, 1590, 808]
page-header: [0, 0, 1602, 41]
office-address: ઓફિસ : ૩૦૧, ૩૦૨, ડી વી એમ ટાવર, શ્રી ચંદા કોમ્પ્લેક્ષ, નાનપુરા, સુરત. મો. ૯૮૨૫૫૦૦૦૦૦: [797, 491, 978, 530]
notice-date: તા. ૧૮-૦૭-૨૦૨૫: [797, 1352, 871, 1365]
column-3: [789, 44, 1193, 2292]
sale-notice-dandi: [4, 951, 614, 1154]
advocate-role: Advocate: [557, 1573, 606, 1586]
table-title: ગુમ/ગેરવલ્લે થયેલ દસ્તાવેજો: [797, 434, 1185, 452]
